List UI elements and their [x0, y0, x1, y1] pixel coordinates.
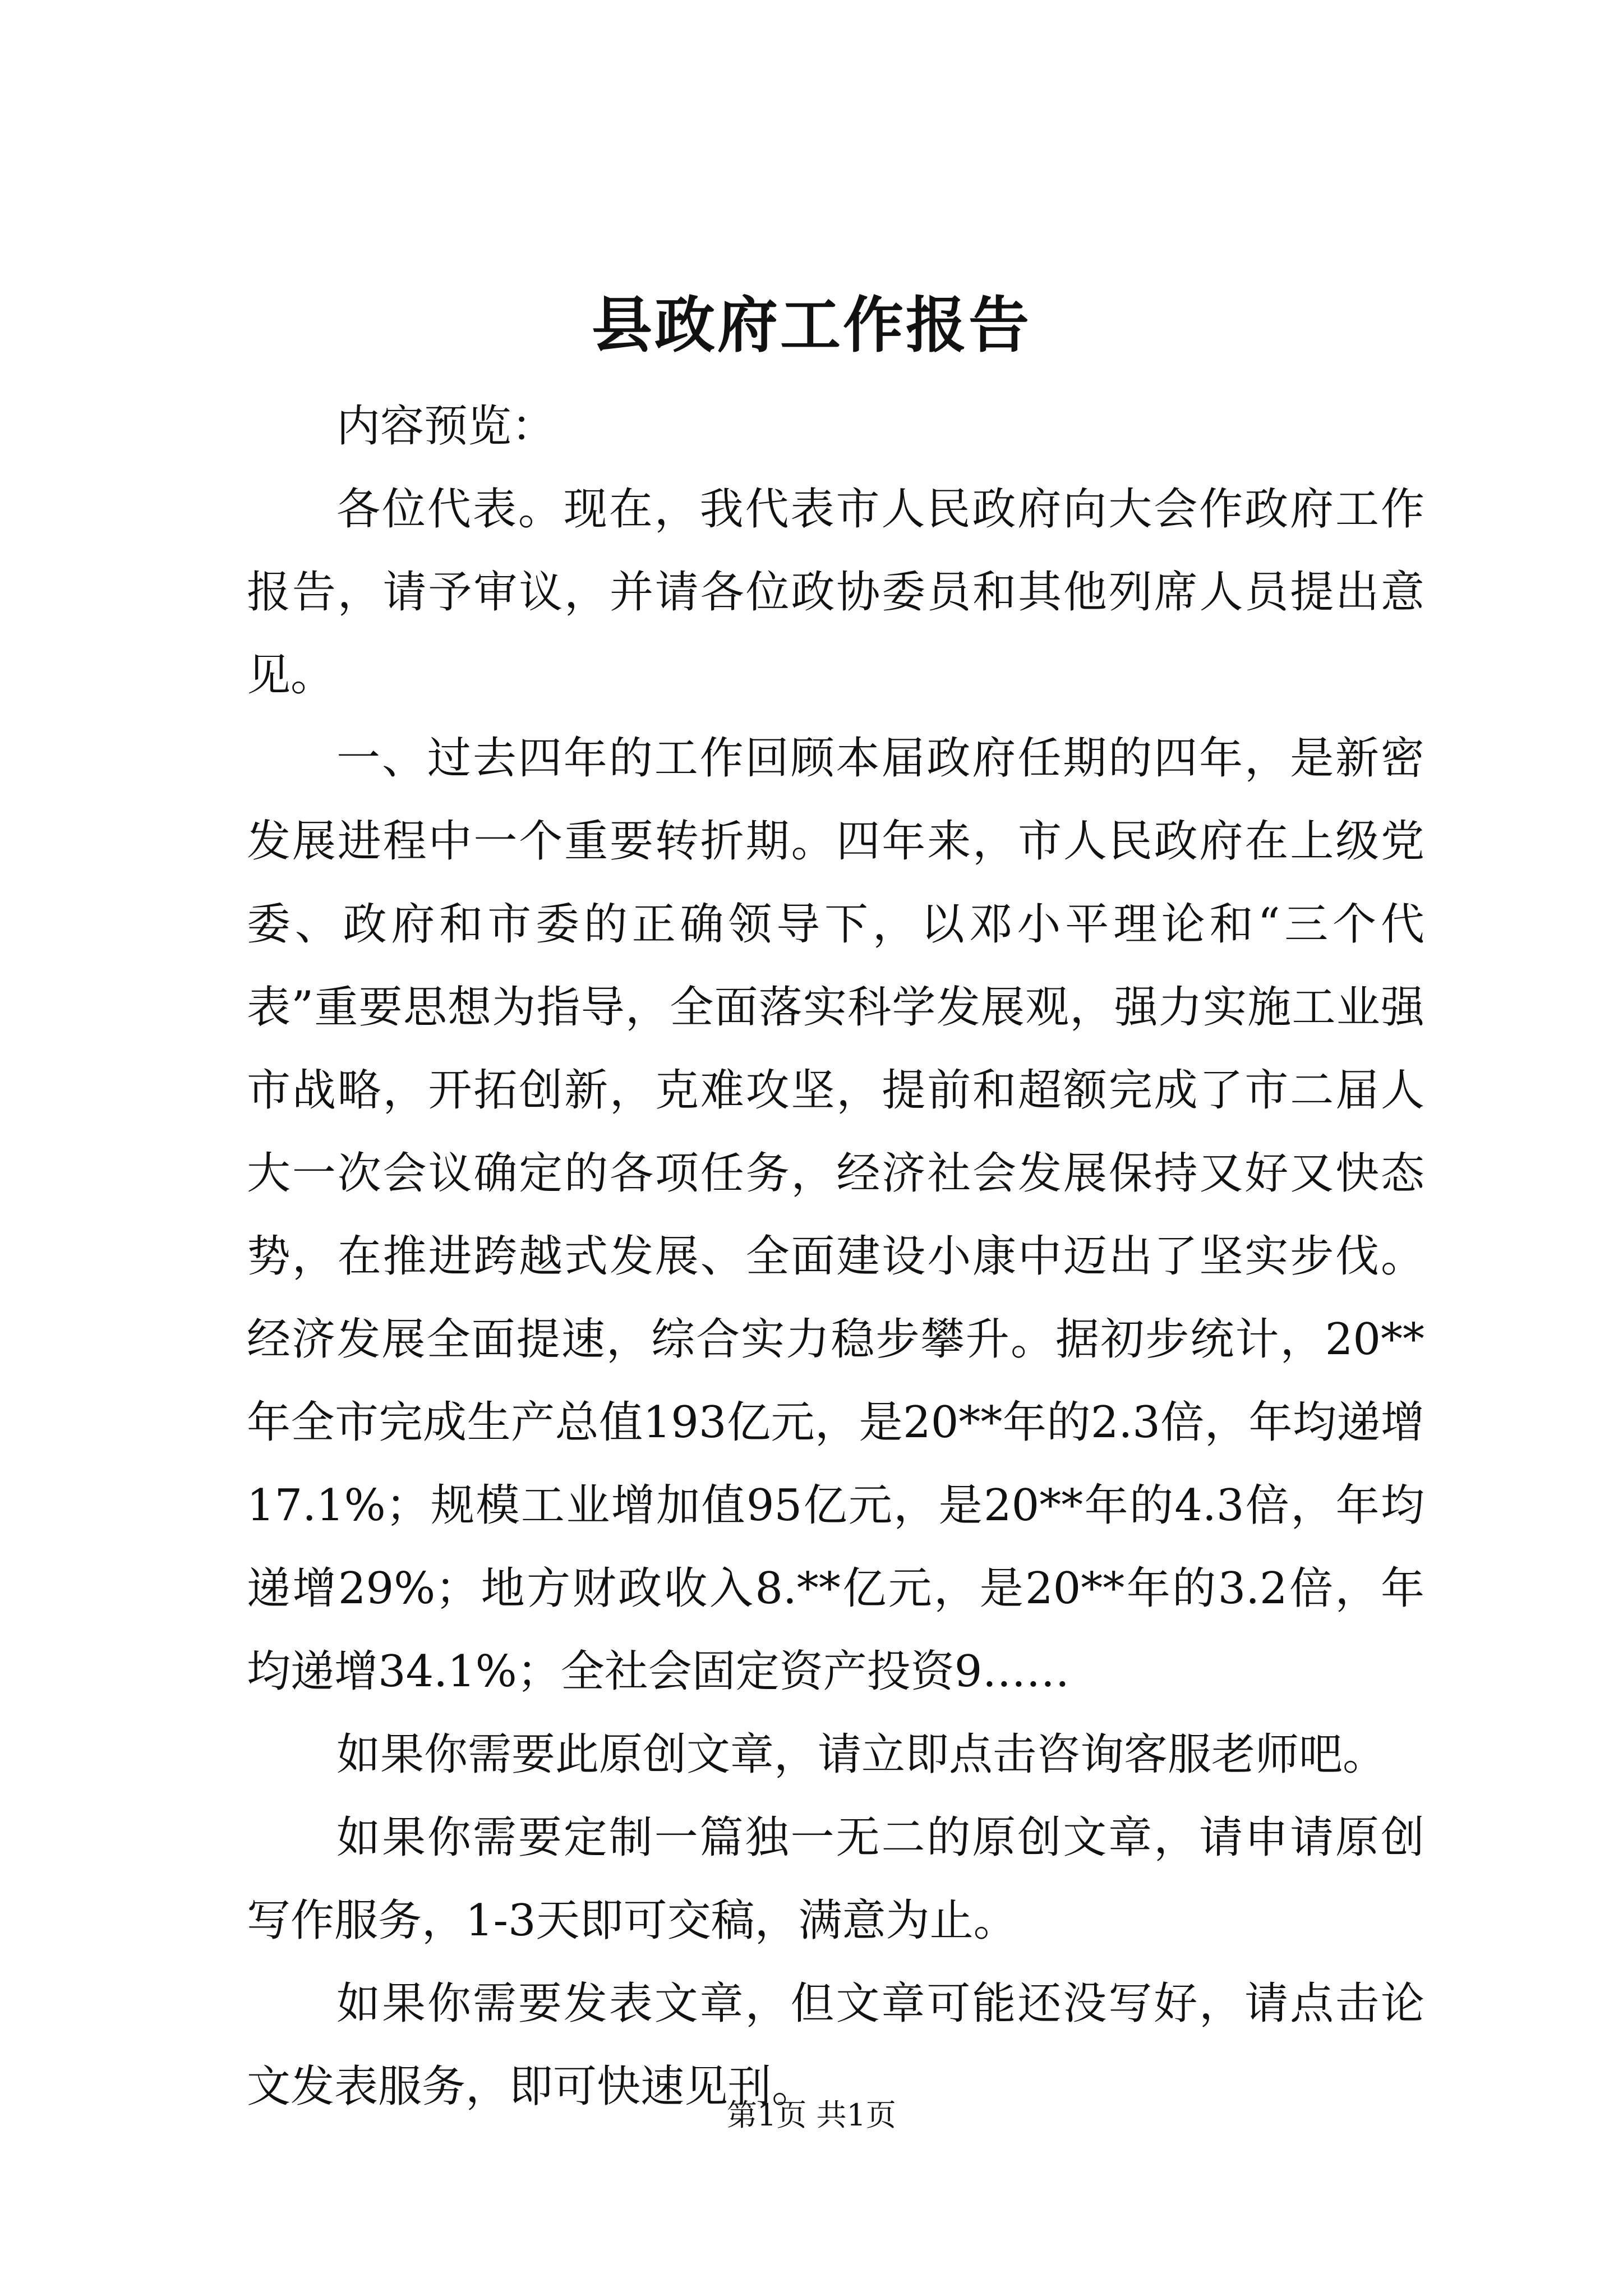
page-number-footer: 第1页 共1页 — [727, 2097, 896, 2133]
paragraph-publishing: 如果你需要发表文章，但文章可能还没写好，请点击论文发表服务，即可快速见刊。 — [247, 1978, 1424, 2112]
preview-label: 内容预览： — [336, 401, 556, 452]
paragraph-opening: 各位代表。现在，我代表市人民政府向大会作政府工作报告，请予审议，并请各位政协委员和其他列席人员提出意见。 — [247, 484, 1424, 701]
document-body — [247, 385, 1424, 2128]
paragraph-custom-writing: 如果你需要定制一篇独一无二的原创文章，请申请原创写作服务，1-3天即可交稿，满意为止。 — [247, 1812, 1424, 1946]
paragraph-review: 一、过去四年的工作回顾本届政府任期的四年，是新密发展进程中一个重要转折期。四年来，市人民政府在上级党委、政府和市委的正确领导下，以邓小平理论和“三个代表”重要思想为指导，全面落实科学发展观，强力实施工业强市战略，开拓创新，克难攻坚，提前和超额完成了市二届人大一次会议确定的各项任务，经济社会发展保持又好又快态势，在推进跨越式发展、全面建设小康中迈出了坚实步伐。经济发展全面提速，综合实力稳步攀升。据初步统计，20**年全市完成生产总值193亿元，是20**年的2.3倍，年均递增17.1%；规模工业增加值95亿元，是20**年的4.3倍，年均递增29%；地方财政收入8.**亿元，是20**年的3.2倍，年均递增34.1%；全社会固定资产投资9…… — [247, 733, 1424, 1697]
document-title: 县政府工作报告 — [591, 290, 1031, 361]
paragraph-original-article: 如果你需要此原创文章，请立即点击咨询客服老师吧。 — [336, 1729, 1387, 1780]
